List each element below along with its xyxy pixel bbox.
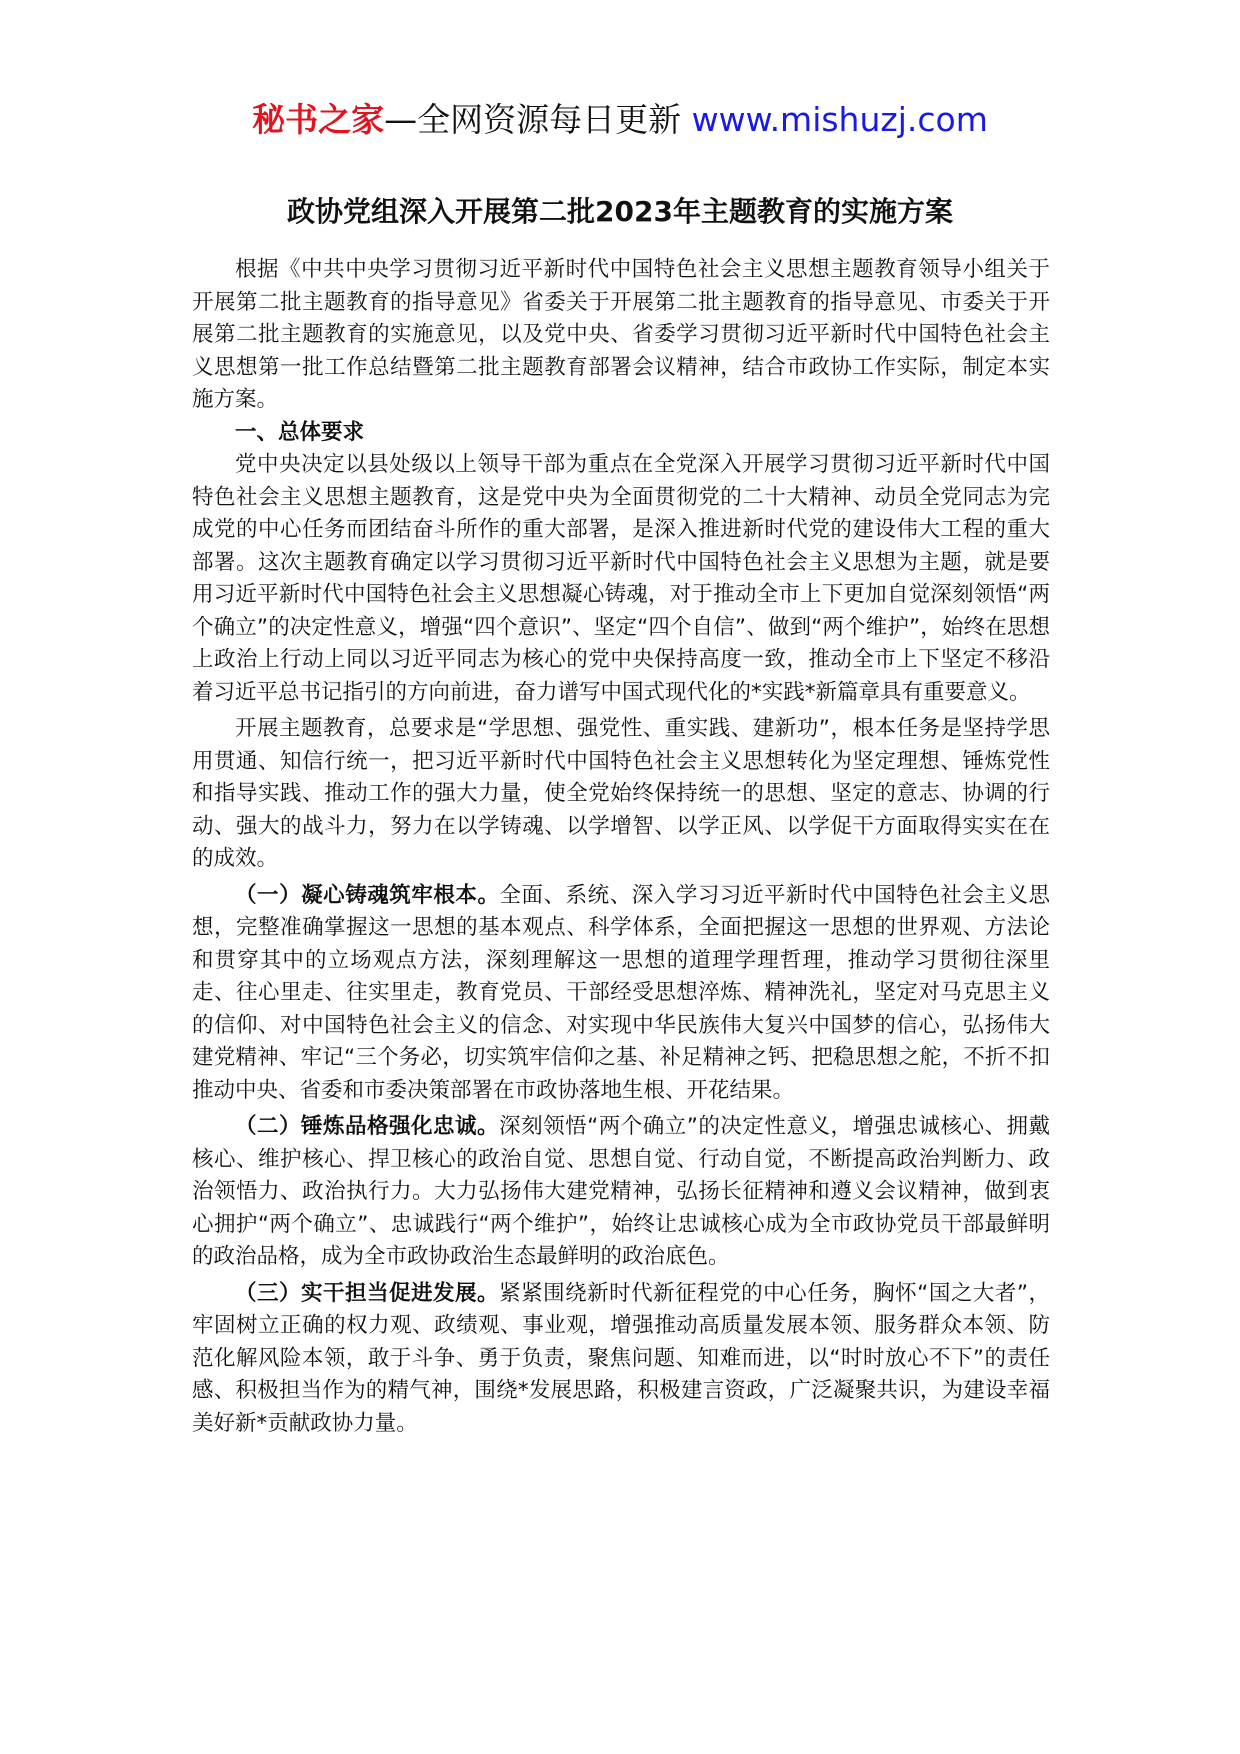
subsection-heading: （三）实干担当促进发展。: [235, 1280, 500, 1306]
body-paragraph: 开展主题教育，总要求是“学思想、强党性、重实践、建新功”，根本任务是坚持学思用贯通、知信行统一，把习近平新时代中国特色社会主义思想转化为坚定理想、锤炼党性和指导实践、推动工作的强大力量，使全党始终保持统一的思想、坚定的意志、协调的行动、强大的战斗力，努力在以学铸魂、以学增智、以学正风、以学促干方面取得实实在在的成效。: [192, 716, 1050, 871]
subsection-paragraph: [192, 880, 1050, 1108]
subsection-text: 深刻领悟“两个确立”的决定性意义，增强忠诚核心、拥戴核心、维护核心、捍卫核心的政治自觉、思想自觉、行动自觉，不断提高政治判断力、政治领悟力、政治执行力。大力弘扬伟大建党精神，弘扬长征精神和遵义会议精神，做到衷心拥护“两个确立”、忠诚践行“两个维护”，始终让忠诚核心成为全市政协党员干部最鲜明的政治品格，成为全市政协政治生态最鲜明的政治底色。: [192, 1114, 1050, 1269]
document-title: 政协党组深入开展第二批2023年主题教育的实施方案: [287, 195, 953, 228]
body-paragraph: 党中央决定以县处级以上领导干部为重点在全党深入开展学习贯彻习近平新时代中国特色社会主义思想主题教育，这是党中央为全面贯彻党的二十大精神、动员全党同志为完成党的中心任务而团结奋斗所作的重大部署，是深入推进新时代党的建设伟大工程的重大部署。这次主题教育确定以学习贯彻习近平新时代中国特色社会主义思想为主题，就是要用习近平新时代中国特色社会主义思想凝心铸魂，对于推动全市上下更加自觉深刻领悟“两个确立”的决定性意义，增强“四个意识”、坚定“四个自信”、做到“两个维护”，始终在思想上政治上行动上同以习近平同志为核心的党中央保持高度一致，推动全市上下坚定不移沿着习近平总书记指引的方向前进，奋力谱写中国式现代化的*实践*新篇章具有重要意义。: [192, 452, 1050, 705]
subsection-text: 紧紧围绕新时代新征程党的中心任务，胸怀“国之大者”，牢固树立正确的权力观、政绩观、事业观，增强推动高质量发展本领、服务群众本领、防范化解风险本领，敢于斗争、勇于负责，聚焦问题、知难而进，以“时时放心不下”的责任感、积极担当作为的精气神，围绕*发展思路，积极建言资政，广泛凝聚共识，为建设幸福美好新*贡献政协力量。: [192, 1280, 1050, 1436]
site-banner: [0, 98, 1240, 142]
subsection-text: 全面、系统、深入学习习近平新时代中国特色社会主义思想，完整准确掌握这一思想的基本观点、科学体系，全面把握这一思想的世界观、方法论和贯穿其中的立场观点方法，深刻理解这一思想的道理学理哲理，推动学习贯彻往深里走、往心里走、往实里走，教育党员、干部经受思想淬炼、精神洗礼，坚定对马克思主义的信仰、对中国特色社会主义的信念、对实现中华民族伟大复兴中国梦的信心，弘扬伟大建党精神、牢记“三个务必，切实筑牢信仰之基、补足精神之钙、把稳思想之舵，不折不扣推动中央、省委和市委决策部署在市政协落地生根、开花结果。: [192, 882, 1050, 1103]
site-url-link[interactable]: www.mishuzj.com: [691, 100, 988, 139]
subsection-paragraph: [192, 1111, 1050, 1274]
banner-tagline: —全网资源每日更新: [384, 100, 682, 139]
subsection-heading: （二）锤炼品格强化忠诚。: [235, 1114, 500, 1139]
document-body: [192, 254, 1050, 1440]
intro-paragraph: 根据《中共中央学习贯彻习近平新时代中国特色社会主义思想主题教育领导小组关于开展第二批主题教育的指导意见》省委关于开展第二批主题教育的指导意见、市委关于开展第二批主题教育的实施意见，以及党中央、省委学习贯彻习近平新时代中国特色社会主义思想第一批工作总结暨第二批主题教育部署会议精神，结合市政协工作实际，制定本实施方案。: [192, 257, 1050, 412]
subsection-heading: （一）凝心铸魂筑牢根本。: [235, 882, 500, 908]
subsection-paragraph: [192, 1278, 1050, 1441]
section-heading: 一、总体要求: [235, 419, 365, 445]
brand-name: 秘书之家: [252, 100, 385, 139]
